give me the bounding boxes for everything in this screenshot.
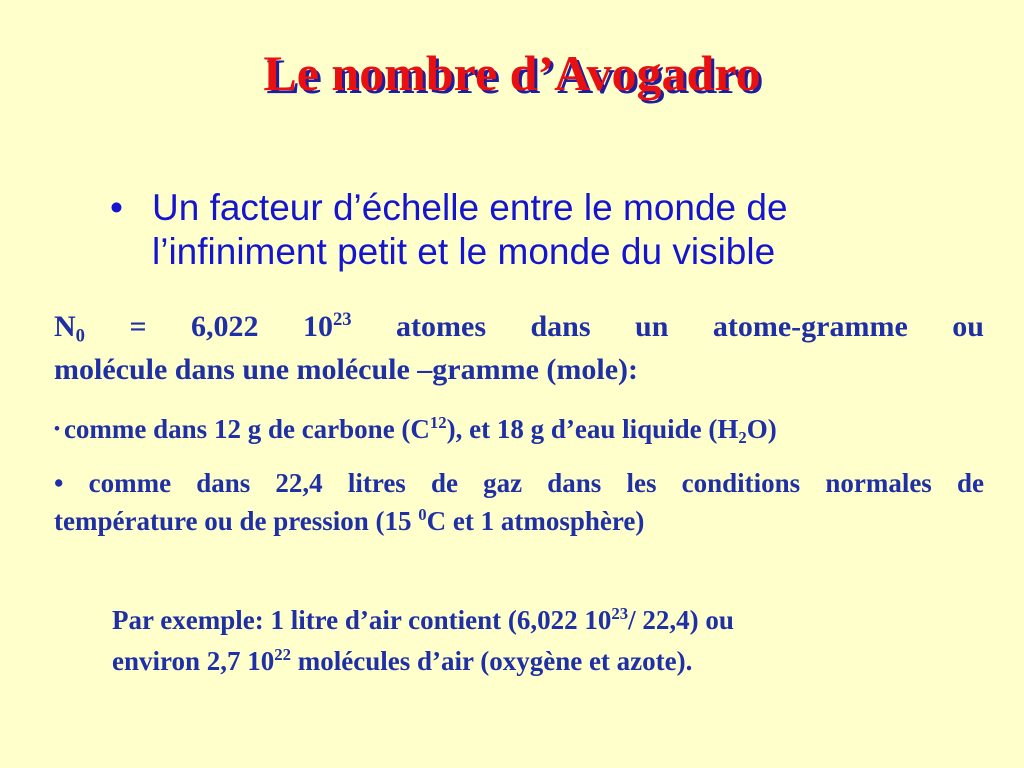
example-text-c: environ 2,7 10 xyxy=(112,646,275,676)
bullet-icon: • xyxy=(54,419,60,438)
gaz-bullet-item xyxy=(54,464,984,540)
main-bullet-text xyxy=(152,186,788,274)
avogadro-symbol: $N_0$ xyxy=(54,310,85,347)
avogadro-exponent: 23 xyxy=(332,308,352,330)
main-bullet-line-1: Un facteur d’échelle entre le monde de xyxy=(152,187,788,228)
word: dans xyxy=(530,310,591,343)
word: ou xyxy=(952,310,984,343)
example-text-b: / 22,4) ou xyxy=(628,605,734,635)
gaz-bullet-line-2: température ou de pression (15 $^0$C et 1 atmosphère) xyxy=(54,504,645,536)
degree-superscript: 0 xyxy=(418,504,427,524)
word: les xyxy=(626,468,657,498)
word: atome-gramme xyxy=(712,310,908,343)
avogadro-definition xyxy=(54,305,984,391)
main-bullet-line-2: l’infiniment petit et le monde du visible xyxy=(152,231,776,272)
carbone-isotope-superscript: 12 xyxy=(429,412,447,432)
avogadro-power: $10^{23}$ xyxy=(302,308,352,343)
avogadro-definition-line-2: molécule dans une molécule –gramme (mole): xyxy=(54,353,639,386)
bullet-icon: • xyxy=(54,468,64,498)
word: atomes xyxy=(396,310,487,343)
gaz-bullet-line-1 xyxy=(54,464,984,502)
example-paragraph xyxy=(112,600,932,682)
avogadro-symbol-subscript: 0 xyxy=(75,325,85,347)
word: gaz xyxy=(483,468,523,498)
example-exponent-2: 22 xyxy=(274,644,291,664)
word: normales xyxy=(825,468,932,498)
word: un xyxy=(635,310,669,343)
carbone-bullet-item xyxy=(54,410,984,448)
main-bullet-item xyxy=(110,186,960,274)
word: de xyxy=(430,468,458,498)
word: conditions xyxy=(681,468,801,498)
avogadro-definition-line-1 xyxy=(54,305,984,348)
carbone-text-c: O) xyxy=(746,414,777,444)
word: de xyxy=(956,468,984,498)
slide-title: Le nombre d’Avogadro xyxy=(263,45,761,101)
avogadro-mantissa: 6,022 xyxy=(191,310,259,343)
word: dans xyxy=(196,468,251,498)
word: dans xyxy=(547,468,602,498)
example-text-a: Par exemple: 1 litre d’air contient (6,022 10 xyxy=(112,605,612,635)
carbone-text-b: ), et 18 g d’eau liquide (H xyxy=(446,414,739,444)
word: comme xyxy=(88,468,172,498)
bullet-icon: • xyxy=(110,187,123,228)
example-text-d: molécules d’air (oxygène et azote). xyxy=(291,646,693,676)
example-exponent-1: 23 xyxy=(611,603,629,623)
water-subscript: 2 xyxy=(738,428,747,448)
word: litres xyxy=(347,468,406,498)
carbone-text-a: comme dans 12 g de carbone (C xyxy=(63,414,430,444)
equals-sign: = xyxy=(129,310,147,343)
word: 22,4 xyxy=(275,468,323,498)
